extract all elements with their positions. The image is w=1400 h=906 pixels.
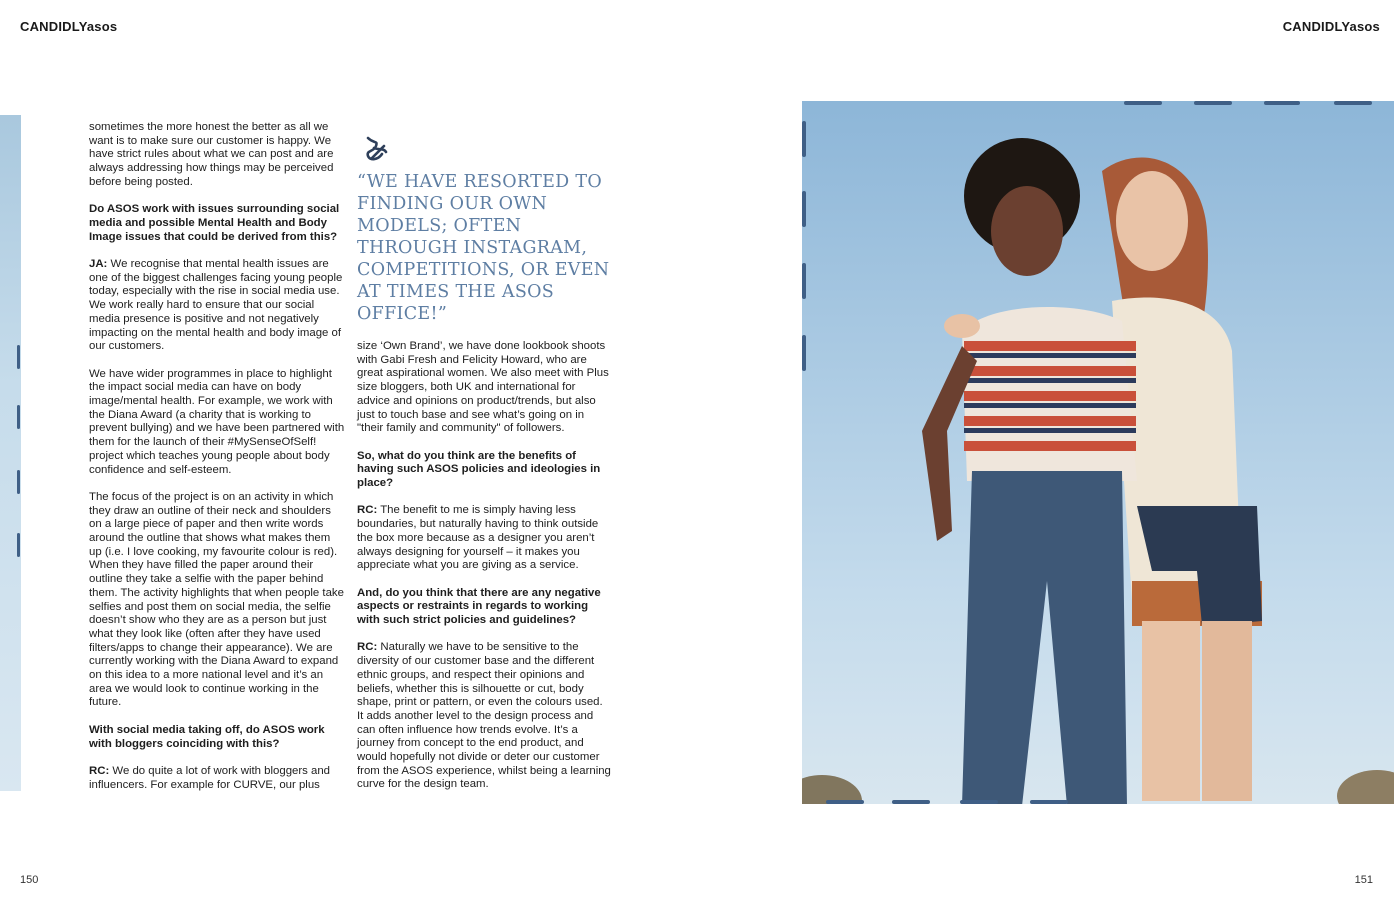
answer-text: The benefit to me is simply having less boundaries, but naturally having to think outside the box more because as a designer you aren’t always designing for yourself – it makes you appreciate what you are giving as a service. <box>357 504 599 572</box>
decorative-blue-strip <box>0 115 21 791</box>
paragraph: sometimes the more honest the better as all we want is to make sure our customer is happy. We have strict rules about what we can post and are always addressing how things may be perceived before being posted. <box>89 121 334 188</box>
paragraph: size ‘Own Brand’, we have done lookbook shoots with Gabi Fresh and Felicity Howard, who are great aspirational women. We also meet with Plus size bloggers, both UK and international for advice and opinions on product/trends, but also just to touch base and see what’s going on in "their family and community" of followers. <box>357 340 609 435</box>
pull-quote: “WE HAVE RESORTED TO FINDING OUR OWN MODELS; OFTEN THROUGH INSTAGRAM, COMPETITIONS, OR EVEN AT TIMES THE ASOS OFFICE!” <box>357 172 610 324</box>
interview-answer <box>89 765 345 792</box>
dash-mark <box>1334 101 1372 105</box>
dash-mark <box>802 121 806 157</box>
interview-answer <box>89 258 345 354</box>
interview-answer <box>357 641 611 792</box>
answer-text: Naturally we have to be sensitive to the diversity of our customer base and the different ethnic groups, and respect their opinions and beliefs, whether this is silhouette or cut, body shape, print or pattern, or even the colours used. It adds another level to the design process and can often influence how trends evolve. It’s a journey from concept to the end product, and would hopefully not divide or deter our customer from the ASOS experience, whilst being a learning curve for the design team. <box>357 641 611 791</box>
asos-swirl-icon <box>360 134 390 164</box>
dash-mark <box>1030 800 1068 804</box>
dash-mark <box>1124 101 1162 105</box>
answer-text: We do quite a lot of work with bloggers and influencers. For example for CURVE, our plus <box>89 764 331 791</box>
dash-mark <box>1194 101 1232 105</box>
dash-mark <box>802 263 806 299</box>
speaker-initials: RC: <box>89 764 110 777</box>
interview-question: Do ASOS work with issues surrounding social media and possible Mental Health and Body Image issues that could be derived from this? <box>89 203 340 243</box>
dash-mark <box>802 191 806 227</box>
paragraph: We have wider programmes in place to highlight the impact social media can have on body image/mental health. For example, we work with the Diana Award (a charity that is working to prevent bullying) and we have been partnered with them for the launch of their #MySenseOfSelf! project which teaches young people about body confidence and self-esteem. <box>89 367 345 476</box>
magazine-header-left: CANDIDLYasos <box>20 19 118 34</box>
interview-answer <box>357 504 611 573</box>
interview-question: With social media taking off, do ASOS work with bloggers coinciding with this? <box>89 723 325 750</box>
dash-mark <box>17 470 20 494</box>
models-illustration <box>802 101 1394 804</box>
feature-photo <box>802 101 1394 804</box>
dash-mark <box>17 533 20 557</box>
page-number-right: 151 <box>1354 874 1373 886</box>
interview-question: And, do you think that there are any negative aspects or restraints in regards to working with such strict policies and guidelines? <box>357 586 601 627</box>
dash-mark <box>1264 101 1300 105</box>
answer-text: We recognise that mental health issues are one of the biggest challenges facing young people today, especially with the rise in social media use. We work really hard to ensure that our social media presence is positive and not negatively impacting on the mental health and body image of our customers. <box>89 258 343 353</box>
article-column-1 <box>89 121 345 806</box>
paragraph: The focus of the project is on an activity in which they draw an outline of their neck and shoulders on a large piece of paper and then write words around the outline that shows what makes them up (i.e. I love cooking, my favourite colour is red). When they have filled the paper around their outline they take a selfie with the paper behind them. The activity highlights that when people take selfies and post them on social media, the selfie doesn’t show who they are as a person but just what they look like (often after they have used filters/apps to change their appearance). We are currently working with the Diana Award to expand on this idea to a more national level and it’s an area we would look to continue working in the future. <box>89 490 344 709</box>
dash-mark <box>17 345 20 369</box>
article-column-2 <box>357 340 611 806</box>
magazine-header-right: CANDIDLYasos <box>1282 19 1380 34</box>
dash-mark <box>17 405 20 429</box>
speaker-initials: RC: <box>357 641 378 654</box>
page-number-left: 150 <box>20 874 39 886</box>
dash-mark <box>960 800 998 804</box>
dash-mark <box>802 335 806 371</box>
speaker-initials: RC: <box>357 504 378 517</box>
speaker-initials: JA: <box>89 258 108 270</box>
dash-mark <box>826 800 864 804</box>
dash-mark <box>892 800 930 804</box>
interview-question: So, what do you think are the benefits of having such ASOS policies and ideologies in place? <box>357 449 601 490</box>
